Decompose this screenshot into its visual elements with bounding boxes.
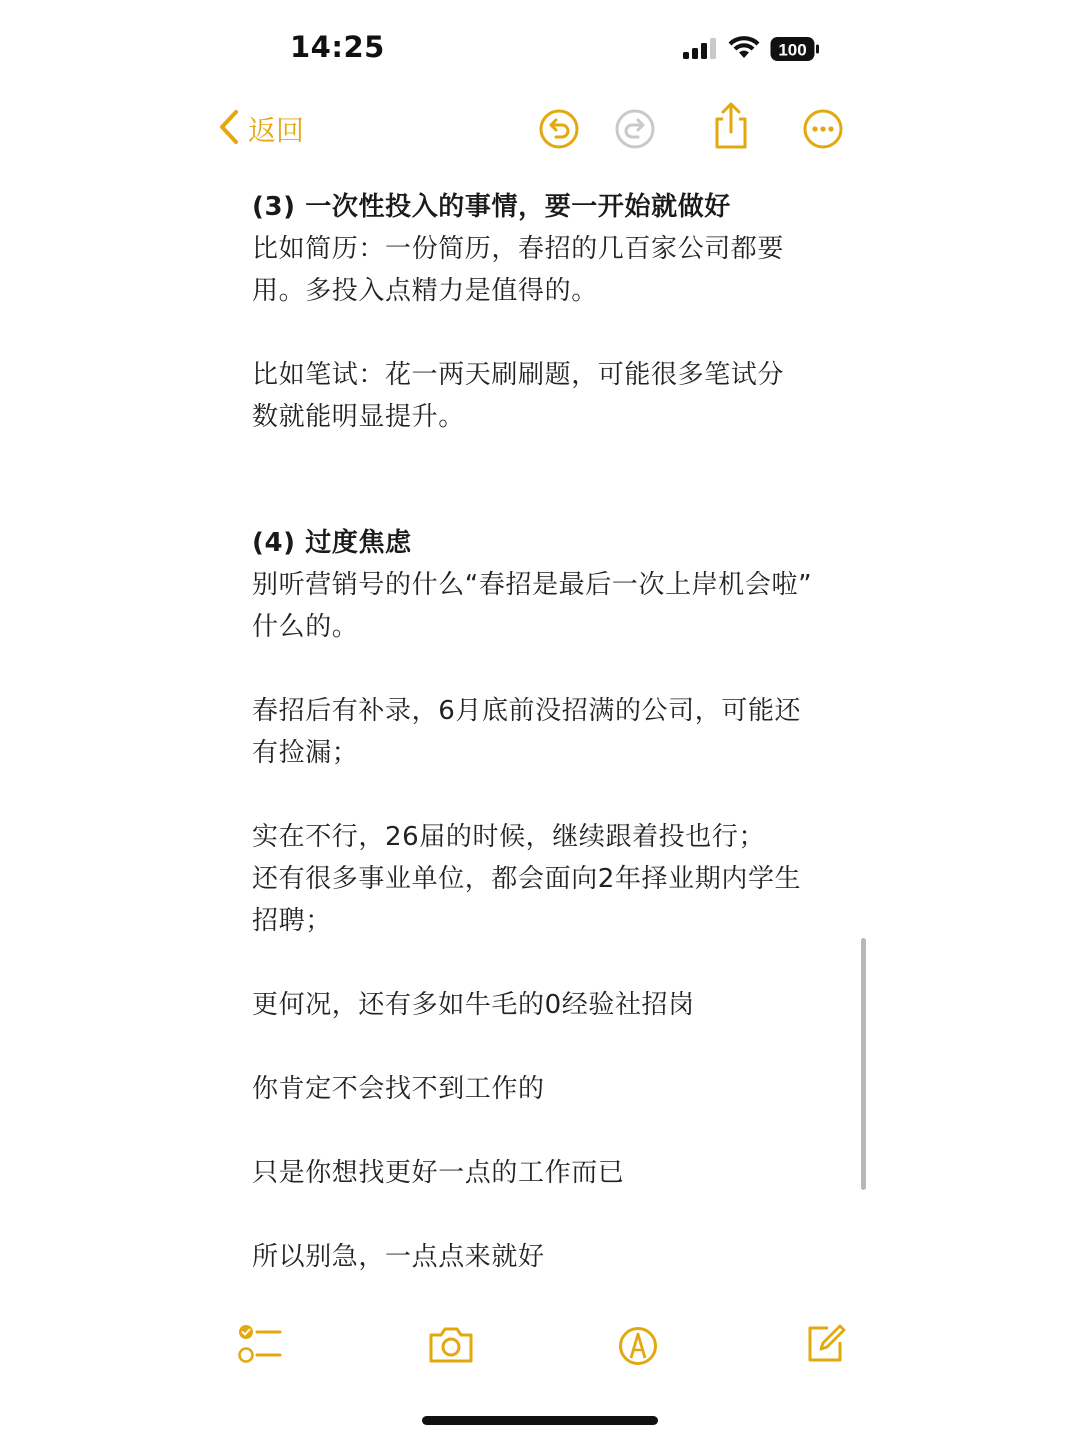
- compose-icon[interactable]: [804, 1322, 846, 1368]
- nav-bar: [0, 96, 1080, 166]
- checklist-icon[interactable]: [238, 1324, 282, 1368]
- back-button[interactable]: [218, 106, 304, 152]
- markup-icon[interactable]: [618, 1326, 658, 1370]
- note-paragraph: 比如简历：一份简历，春招的几百家公司都要 用。多投入点精力是值得的。: [252, 234, 785, 306]
- bottom-toolbar: [0, 1310, 1080, 1380]
- status-bar: [0, 0, 1080, 96]
- note-paragraph: 你肯定不会找不到工作的: [252, 1074, 545, 1104]
- note-paragraph: 春招后有补录，6月底前没招满的公司，可能还 有捡漏；: [252, 696, 802, 768]
- note-paragraph: 别听营销号的什么“春招是最后一次上岸机会啦” 什么的。: [252, 570, 813, 642]
- redo-icon[interactable]: [614, 108, 656, 154]
- scroll-indicator[interactable]: [861, 938, 866, 1190]
- wifi-icon: [728, 36, 760, 64]
- share-icon[interactable]: [711, 102, 751, 154]
- cellular-signal-icon: [683, 38, 719, 64]
- more-icon[interactable]: [802, 108, 844, 154]
- note-heading-3: (3) 一次性投入的事情，要一开始就做好: [252, 192, 731, 222]
- status-time: 14:25: [290, 30, 385, 64]
- home-indicator[interactable]: [422, 1416, 658, 1425]
- note-paragraph: 只是你想找更好一点的工作而已: [252, 1158, 625, 1188]
- battery-level: 100: [778, 40, 807, 60]
- note-paragraph: 所以别急，一点点来就好: [252, 1242, 545, 1272]
- chevron-left-icon: [218, 109, 240, 149]
- undo-icon[interactable]: [538, 108, 580, 154]
- battery-icon: [770, 36, 820, 66]
- back-label: 返回: [248, 114, 305, 147]
- camera-icon[interactable]: [427, 1326, 475, 1368]
- note-paragraph: 实在不行，26届的时候，继续跟着投也行； 还有很多事业单位，都会面向2年择业期内学生 招聘；: [252, 822, 802, 936]
- note-paragraph: 更何况，还有多如牛毛的0经验社招岗: [252, 990, 695, 1020]
- note-body[interactable]: [252, 186, 852, 1278]
- note-paragraph: 比如笔试：花一两天刷刷题，可能很多笔试分 数就能明显提升。: [252, 360, 785, 432]
- note-heading-4: (4) 过度焦虑: [252, 528, 412, 558]
